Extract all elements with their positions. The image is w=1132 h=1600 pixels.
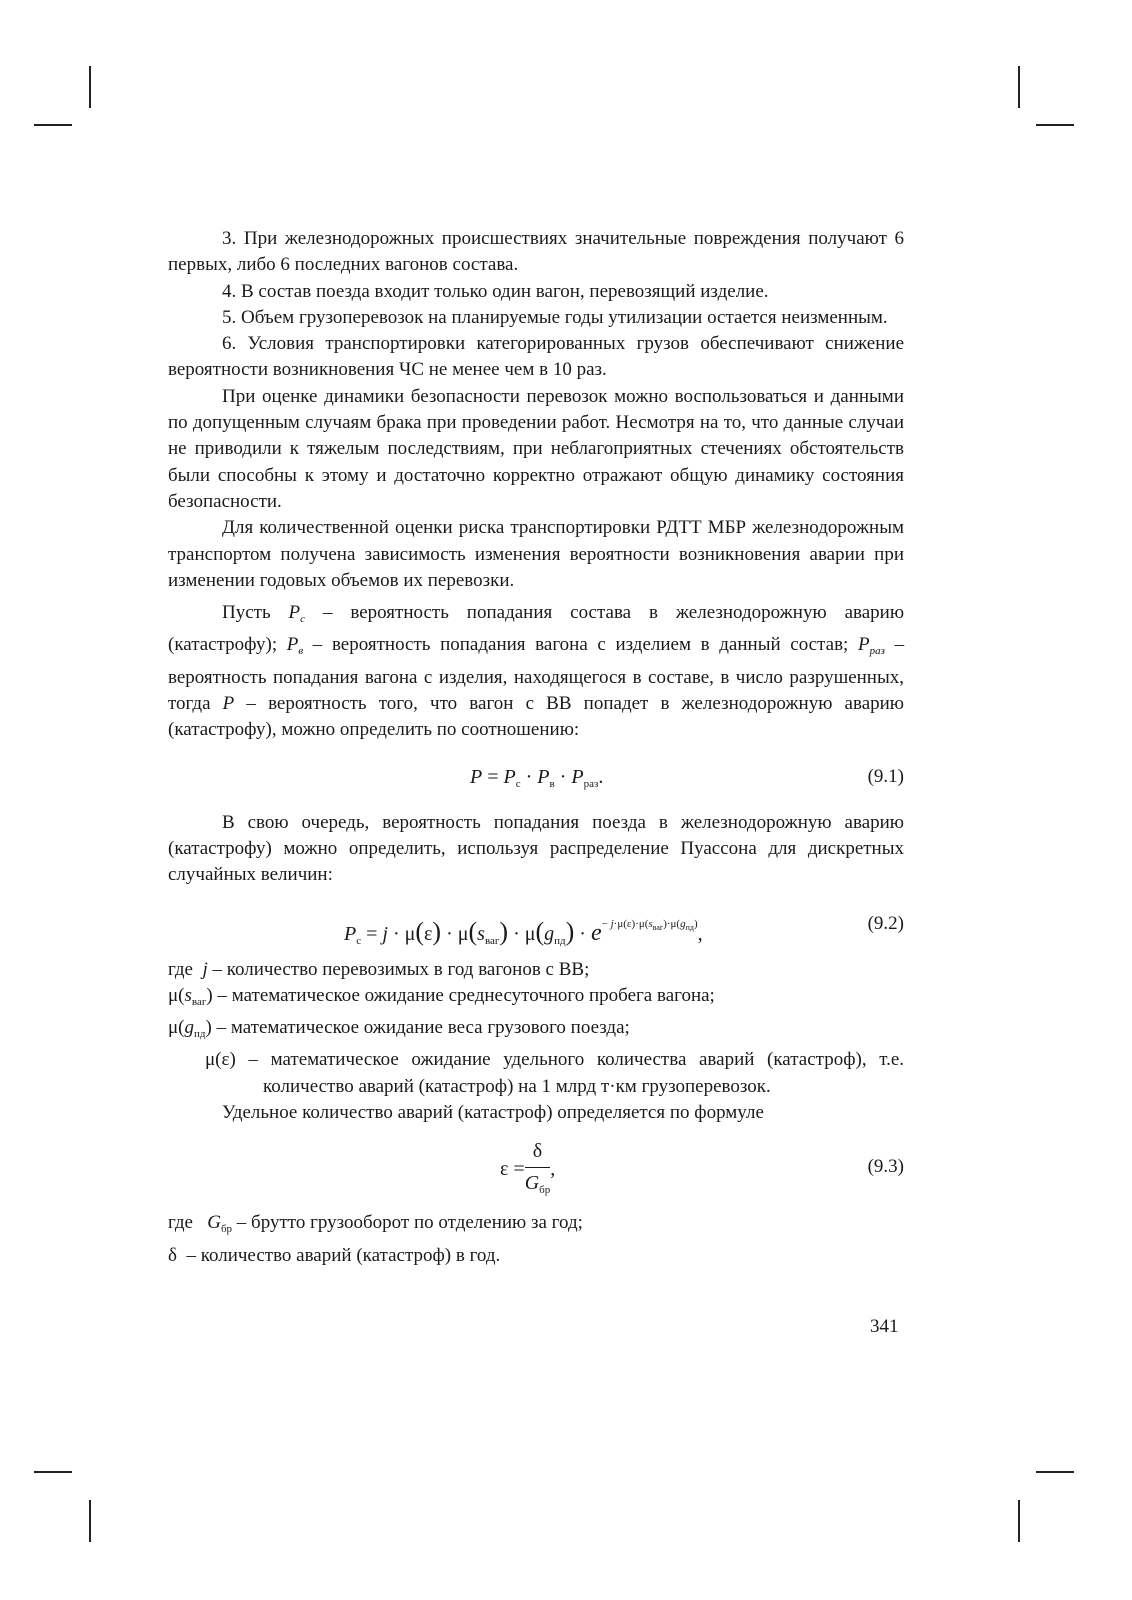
- fraction: $\frac{\delta}{G_{бр}}$: [524, 1140, 551, 1196]
- crop-mark-bottom-right-vertical: [1018, 1500, 1020, 1542]
- paragraph-specific-count: Удельное количество аварий (катастроф) определяется по формуле: [222, 1102, 764, 1124]
- formula-9-3: ε = $\frac{\delta}{G_{бр}}$ ,: [500, 1138, 555, 1203]
- where-line-j: где j – количество перевозимых в год вагонов с ВВ;: [168, 958, 590, 980]
- crop-mark-top-left-horizontal: [34, 124, 72, 126]
- crop-mark-top-right-horizontal: [1036, 124, 1074, 126]
- paragraph-definitions: Пусть $P_с$ – вероятность попадания состава в железнодорожную аварию (катастрофу); $P_в$ – вероятность попадания вагона с изделием в данный состав; $P_{раз}$ – вероятность попадания вагона с изделия, находящегося в составе, в число разрушенных, тогда P – вероятность того, что вагон с ВВ попадет в железнодорожную аварию (катастрофу), можно определить по соотношению:: [168, 602, 905, 741]
- symbol-p: P: [222, 693, 235, 715]
- formula-9-2: $P_с = j \cdot \mu(\varepsilon) \cdot \mu(s_{ваг}) \cdot \mu(g_{пд}) \cdot e^{- j\cdot\mu(\varepsilon)\cdot\mu(s_{ваг})\cdot\mu(g_{пд})}$,: [344, 916, 703, 947]
- paragraph-item-3: 3. При железнодорожных происшествиях значительные повреждения получают 6 первых, либо 6 последних вагонов состава.: [168, 228, 904, 276]
- crop-mark-bottom-left-vertical: [89, 1500, 91, 1542]
- equation-number: (9.1): [867, 765, 904, 787]
- crop-mark-bottom-left-horizontal: [34, 1471, 72, 1473]
- symbol-pc: $P_с$: [288, 602, 306, 626]
- symbol-praz: $P_{раз}$: [858, 634, 885, 658]
- paragraph-item-4: 4. В состав поезда входит только один вагон, перевозящий изделие.: [222, 280, 769, 302]
- paragraph-risk-assessment: Для количественной оценки риска транспортировки РДТТ МБР железнодорожным транспортом получена зависимость изменения вероятности возникновения аварии при изменении годовых объемов их перевозки.: [168, 517, 904, 591]
- equation-number: (9.3): [867, 1156, 904, 1178]
- equation-number: (9.2): [867, 912, 904, 934]
- where-line-gbr: где $G_{бр}$ – брутто грузооборот по отделению за год;: [168, 1212, 583, 1236]
- crop-mark-top-left-vertical: [89, 66, 91, 108]
- page-body: [168, 226, 904, 1269]
- equation-9-1: [168, 756, 904, 802]
- paragraph-poisson: В свою очередь, вероятность попадания поезда в железнодорожную аварию (катастрофу) можно определить, используя распределение Пуассона для дискретных случайных величин:: [168, 811, 904, 886]
- equation-9-2: [168, 903, 904, 949]
- where-line-epsilon: μ(ε) – математическое ожидание удельного количества аварий (катастроф), т.е. количество аварий (катастроф) на 1 млрд т·км грузоперевозок.: [205, 1049, 905, 1097]
- where-line-s: $\mu(s_{ваг})$ – математическое ожидание среднесуточного пробега вагона;: [168, 984, 715, 1008]
- page-number: 341: [870, 1316, 899, 1337]
- paragraph-item-5: 5. Объем грузоперевозок на планируемые годы утилизации остается неизменным.: [222, 306, 888, 328]
- symbol-pv: $P_в$: [286, 634, 304, 658]
- where-line-delta: δ – количество аварий (катастроф) в год.: [168, 1244, 501, 1266]
- equation-9-3: [168, 1136, 904, 1202]
- formula-9-1: $P = P_с \cdot P_в \cdot P_{раз}$.: [470, 765, 604, 790]
- crop-mark-top-right-vertical: [1018, 66, 1020, 108]
- where-line-g: $\mu(g_{пд})$ – математическое ожидание веса грузового поезда;: [168, 1017, 630, 1041]
- paragraph-safety-dynamics: При оценке динамики безопасности перевозок можно воспользоваться и данными по допущенным случаям брака при проведении работ. Несмотря на то, что данные случаи не приводили к тяжелым последствиям, при неблагоприятных стечениях обстоятельств были способны к этому и достаточно корректно отражают общую динамику состояния безопасности.: [168, 385, 904, 512]
- crop-mark-bottom-right-horizontal: [1036, 1471, 1074, 1473]
- paragraph-item-6: 6. Условия транспортировки категорированных грузов обеспечивают снижение вероятности возникновения ЧС не менее чем в 10 раз.: [168, 333, 904, 381]
